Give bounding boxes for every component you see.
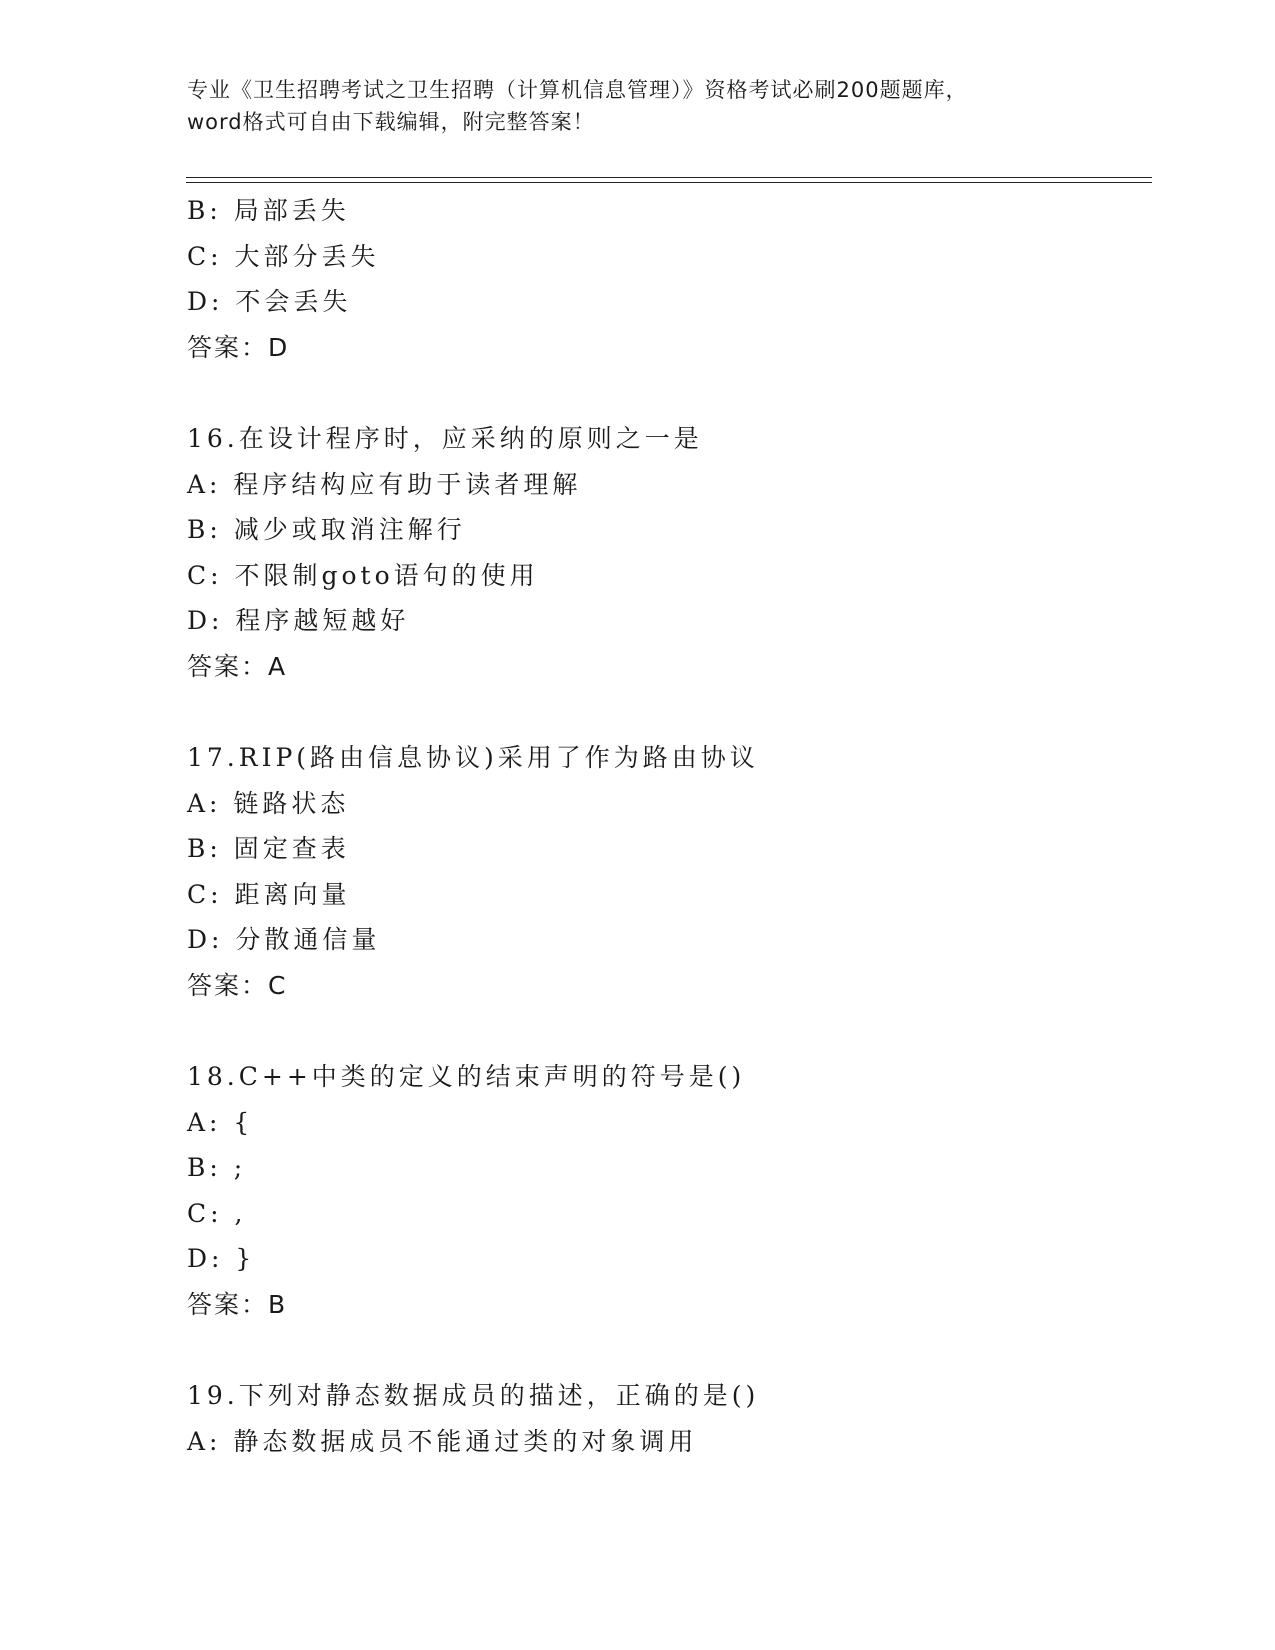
option-a: A: 静态数据成员不能通过类的对象调用 [187,1426,698,1456]
answer: 答案：C [187,970,288,1000]
question-text: 16.在设计程序时，应采纳的原则之一是 [187,424,703,453]
header-line-1: 专业《卫生招聘考试之卫生招聘（计算机信息管理）》资格考试必刷200题题库， [187,78,968,102]
question-18 [187,1054,1147,1327]
option-c: C: 距离向量 [187,879,351,909]
option-b: B: 固定查表 [187,834,350,863]
question-19 [187,1373,1147,1464]
header-rule-bottom [186,182,1152,183]
option-a: A: { [187,1107,254,1137]
option-a: A: 程序结构应有助于读者理解 [187,469,582,499]
option-d: D: } [187,1244,256,1273]
header-line-2: word格式可自由下载编辑，附完整答案！ [187,110,595,134]
question-17 [187,735,1147,1008]
question-list [187,188,1147,1464]
question-text: 19.下列对静态数据成员的描述，正确的是() [187,1381,760,1410]
option-c: C: , [187,1198,247,1228]
document-header [187,74,1087,138]
option-b: B: 局部丢失 [187,196,350,225]
option-c: C: 不限制goto语句的使用 [187,560,539,590]
answer: 答案：B [187,1289,288,1319]
option-b: B: 减少或取消注解行 [187,515,466,544]
option-a: A: 链路状态 [187,788,350,818]
option-d: D: 分散通信量 [187,925,381,954]
question-16 [187,416,1147,689]
question-text: 18.C++中类的定义的结束声明的符号是() [187,1062,746,1091]
answer: 答案：D [187,332,290,362]
option-b: B: ; [187,1153,247,1182]
header-rule-top [186,177,1152,178]
answer: 答案：A [187,651,288,681]
option-d: D: 程序越短越好 [187,606,410,635]
option-c: C: 大部分丢失 [187,241,380,271]
question-text: 17.RIP(路由信息协议)采用了作为路由协议 [187,743,759,772]
question-15-tail [187,188,1147,370]
option-d: D: 不会丢失 [187,287,352,316]
